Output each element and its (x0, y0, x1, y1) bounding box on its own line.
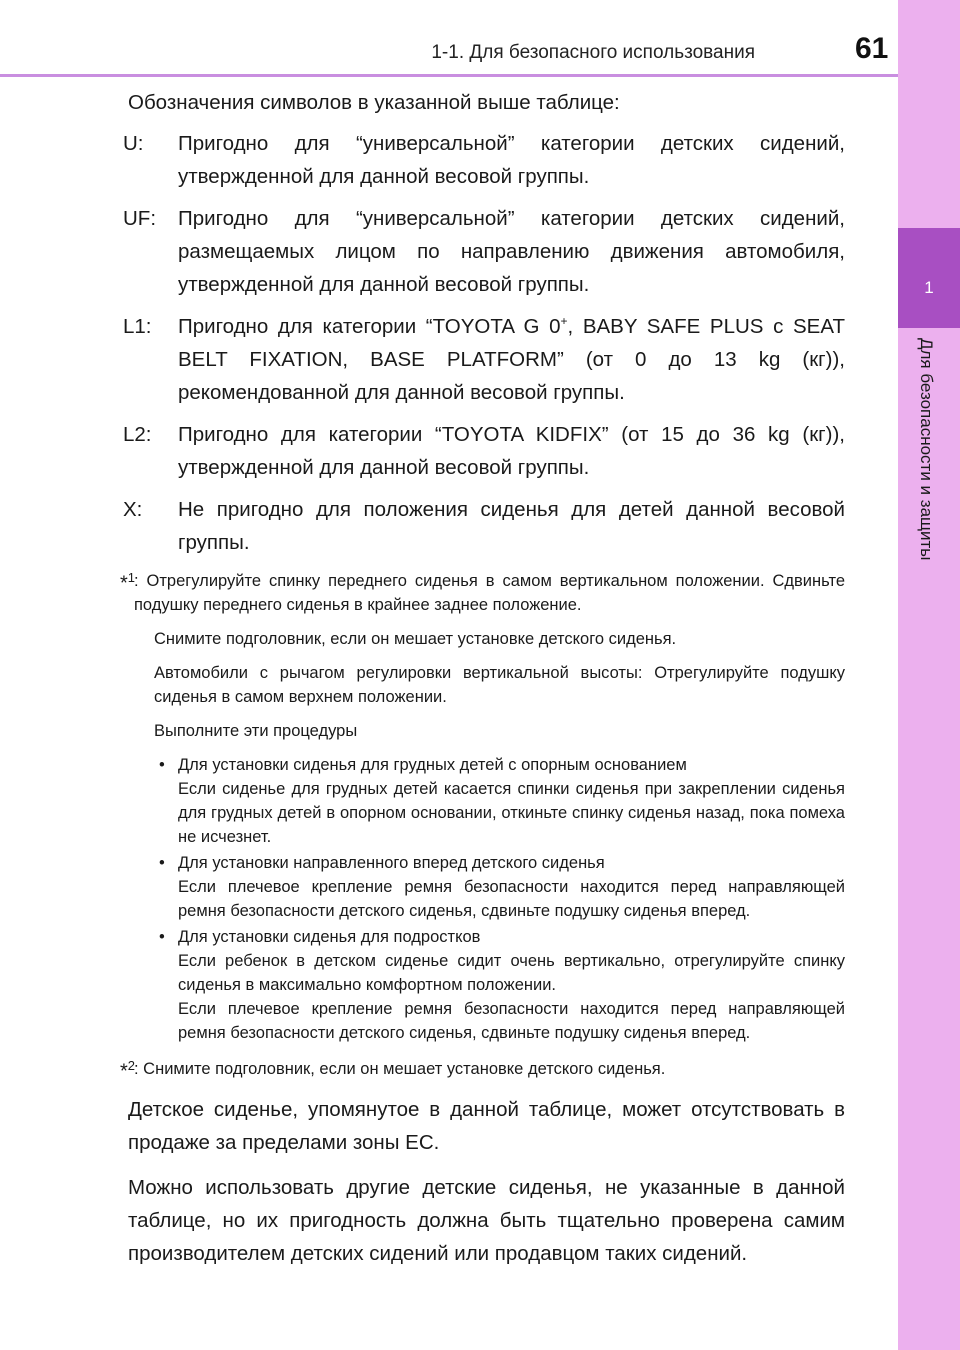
bullet-body: Если плечевое крепление ремня безопасности находится перед направляющей ремня безопасности детского сиденья, сдвиньте подушку сиденья вперед. (178, 1000, 845, 1042)
bullet-title: Для установки сиденья для подростков (178, 928, 481, 946)
page-number: 61 (855, 32, 889, 65)
bullet-item (154, 753, 845, 849)
footnote-marker: *$^1$ (120, 570, 136, 595)
definition-text-b: , BABY SAFE PLUS с SEAT BELT FIXATION, BASE PLATFORM” (от 0 до 13 kg (кг)), рекомендованной для данной весовой группы. (178, 315, 845, 404)
bullet-title: Для установки сиденья для грудных детей с опорным основанием (178, 756, 687, 774)
main-content (120, 86, 845, 1270)
side-strip (898, 0, 960, 1350)
footnote-paragraph: Выполните эти процедуры (154, 722, 358, 740)
bullet-body: Если плечевое крепление ремня безопасности находится перед направляющей ремня безопасности детского сиденья, сдвиньте подушку сиденья вперед. (178, 878, 845, 920)
bullet-title: Для установки направленного вперед детского сиденья (178, 854, 605, 872)
definition-code: U: (123, 132, 144, 155)
footnote-paragraph: Снимите подголовник, если он мешает установке детского сиденья. (154, 630, 677, 648)
footnote-lead: : Отрегулируйте спинку переднего сиденья в самом вертикальном положении. Сдвиньте подушку переднего сиденья в крайнее заднее положение. (134, 572, 845, 614)
bullet-item (154, 851, 845, 923)
footnote-marker: *$^2$ (120, 1058, 136, 1083)
definition-item (123, 493, 845, 559)
definition-code: UF: (123, 207, 157, 230)
bullet-dot: • (159, 928, 165, 946)
bullet-dot: • (159, 756, 165, 774)
chapter-title: Для безопасности и защиты (917, 338, 936, 561)
definition-code: L1: (123, 315, 152, 338)
definition-text: Пригодно для “универсальной” категории детских сидений, размещаемых лицом по направлению движения автомобиля, утвержденной для данной весовой группы. (178, 207, 845, 296)
definition-item (123, 310, 845, 409)
definition-text-a: Пригодно для категории “TOYOTA G 0 (178, 315, 561, 338)
footnote-1 (120, 569, 845, 1045)
footnote-text: : Снимите подголовник, если он мешает установке детского сиденья. (134, 1060, 666, 1078)
definition-text (178, 310, 845, 409)
definition-code: L2: (123, 423, 152, 446)
header-rule (0, 74, 898, 77)
definition-text: Не пригодно для положения сиденья для детей данной весовой группы. (178, 498, 845, 554)
definition-item (123, 202, 845, 301)
section-title: 1-1. Для безопасного использования (431, 42, 755, 63)
definition-code: X: (123, 498, 143, 521)
chapter-number: 1 (924, 278, 934, 297)
closing-paragraph: Детское сиденье, упомянутое в данной таблице, может отсутствовать в продаже за пределами зоны ЕС. (128, 1098, 845, 1154)
footnote-2 (120, 1057, 845, 1083)
definition-item (123, 418, 845, 484)
definition-item (123, 127, 845, 193)
bullet-item (154, 925, 845, 1045)
closing-paragraph: Можно использовать другие детские сиденья, не указанные в данной таблице, но их пригодность должна быть тщательно проверена самим производителем детских сидений или продавцом таких сидений. (128, 1176, 845, 1265)
bullet-body: Если ребенок в детском сиденье сидит очень вертикально, отрегулируйте спинку сиденья в максимально комфортном положении. (178, 952, 845, 994)
definition-text: Пригодно для “универсальной” категории детских сидений, утвержденной для данной весовой группы. (178, 132, 845, 188)
bullet-dot: • (159, 854, 165, 872)
footnote-paragraph: Автомобили с рычагом регулировки вертикальной высоты: Отрегулируйте подушку сиденья в самом верхнем положении. (154, 664, 845, 706)
superscript-plus: + (560, 314, 568, 329)
bullet-body: Если сиденье для грудных детей касается спинки сиденья при закреплении сиденья для грудных детей в опорном основании, откиньте спинку сиденья назад, пока помеха не исчезнет. (178, 780, 845, 846)
legend-intro: Обозначения символов в указанной выше таблице: (128, 91, 620, 114)
definition-text: Пригодно для категории “TOYOTA KIDFIX” (от 15 до 36 kg (кг)), утвержденной для данной весовой группы. (178, 423, 845, 479)
